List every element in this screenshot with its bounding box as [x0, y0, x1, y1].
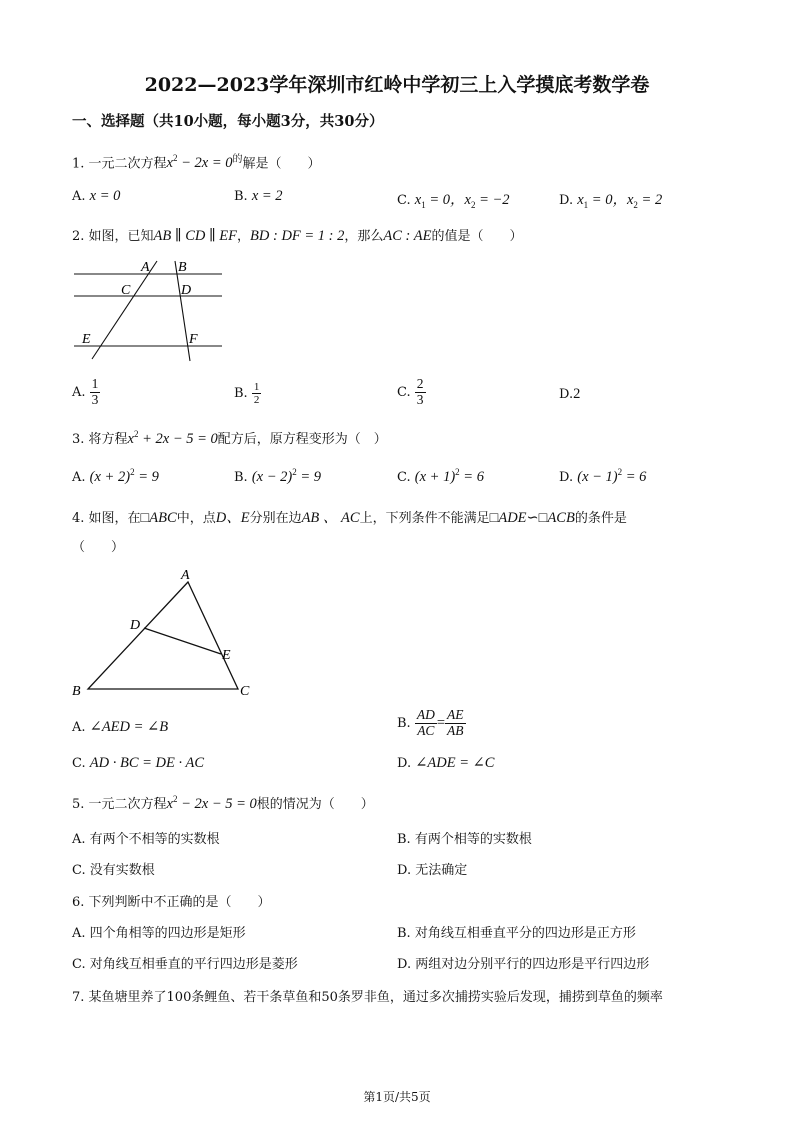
q4-segment-de [144, 628, 221, 654]
q3-d-rest: = 6 [622, 468, 647, 485]
q1-c-label: C. [397, 193, 411, 208]
q1-suffix: 解是（ ） [242, 156, 321, 172]
q3-c-label: C. [397, 469, 411, 485]
q1-option-c[interactable] [397, 188, 510, 210]
q2-c-den: 3 [416, 391, 424, 407]
q3-prefix: 3. 将方程 [72, 432, 128, 447]
q1-d-x2: x [626, 192, 634, 208]
q2-cond2: BD : DF = 1 : 2 [250, 228, 345, 244]
q1-equation [167, 155, 233, 171]
q3-option-c[interactable] [397, 467, 484, 486]
q3-eq-var: x [127, 431, 134, 447]
q4-label-d: D [130, 618, 141, 633]
q4-a-text: ∠AED = ∠B [89, 719, 169, 735]
q1-d-x1: x [577, 192, 584, 208]
q3-d-label: D. [559, 469, 574, 485]
q4-triangle-abc: □ABC [140, 510, 177, 526]
q1-option-a[interactable] [72, 188, 120, 205]
q4-option-c[interactable] [72, 755, 204, 772]
q1-option-d[interactable] [559, 188, 662, 210]
q5-eq-rest: − 2x − 5 = 0 [177, 796, 257, 812]
q2-mid: ，那么 [344, 229, 384, 244]
q2-a-frac [90, 377, 101, 408]
q1-c-x1: x [414, 192, 422, 208]
q1-c-text [415, 192, 510, 208]
q1-option-b[interactable] [234, 188, 283, 205]
q3-eq-rest: + 2x − 5 = 0 [138, 431, 218, 447]
q1-b-label: B. [234, 189, 248, 204]
q4-similar: □ADE∽□ACB [489, 510, 575, 526]
q4-part-b: 中，点 [176, 511, 216, 526]
question-7-stem: 7. 某鱼塘里养了100条鲤鱼、若干条草鱼和50条罗非鱼，通过多次捕捞实验后发现，捕捞到草鱼的频率 [72, 990, 663, 1005]
q3-a-text [90, 469, 159, 485]
q4-b-frac1 [415, 708, 437, 739]
q6-option-d[interactable]: D. 两组对边分别平行的四边形是平行四边形 [397, 957, 650, 972]
q2-b-den: 2 [253, 394, 260, 407]
q4-figure [66, 565, 266, 700]
q2-label-c: C [121, 283, 131, 298]
q1-d-v2: = 2 [637, 192, 663, 208]
q1-a-label: A. [72, 189, 86, 204]
q5-option-d[interactable]: D. 无法确定 [397, 863, 468, 878]
q4-label-b: B [72, 684, 81, 699]
q2-label-a: A [141, 260, 150, 275]
q3-equation [128, 431, 218, 447]
q2-target: AC : AE [383, 228, 432, 244]
q3-c-base: (x + 1) [414, 468, 456, 485]
q3-option-b[interactable] [234, 467, 321, 486]
q2-option-b[interactable] [234, 381, 261, 406]
q2-a-den: 3 [91, 391, 99, 407]
q2-b-num: 1 [253, 381, 260, 393]
q4-b-n1: AD [416, 707, 435, 722]
q4-paren: （ ） [72, 540, 125, 555]
q1-d-s2: 2 [633, 199, 638, 210]
q1-b-text: x = 2 [251, 188, 283, 204]
q6-option-b[interactable]: B. 对角线互相垂直平分的四边形是正方形 [397, 926, 636, 941]
q2-c-num: 2 [416, 376, 424, 391]
q4-c-text: AD · BC = DE · AC [89, 755, 205, 771]
q2-cond1: AB ∥ CD ∥ EF [153, 228, 238, 244]
q2-sep: ， [237, 229, 251, 244]
q1-eq-exp: 2 [172, 153, 178, 164]
q3-b-label: B. [234, 469, 248, 485]
q2-a-num: 1 [91, 376, 99, 391]
q4-label-a: A [181, 568, 190, 583]
q3-b-exp: 2 [292, 467, 297, 477]
q1-de: 的 [232, 154, 243, 165]
q5-suffix: 根的情况为（ ） [256, 797, 374, 812]
section-heading: 一、选择题（共10小题，每小题3分，共30分） [72, 113, 384, 130]
q1-d-v1: = 0， [588, 192, 627, 208]
q5-prefix: 5. 一元二次方程 [72, 797, 167, 812]
q1-prefix: 1. 一元二次方程 [72, 156, 167, 172]
q2-transversal-ae [92, 261, 157, 359]
q2-d-label: D. [559, 387, 574, 402]
q2-a-label: A. [72, 384, 86, 400]
q4-d-label: D. [397, 756, 412, 771]
question-3-stem [72, 428, 387, 448]
q3-option-d[interactable] [559, 467, 646, 486]
q2-c-frac [415, 377, 426, 408]
q1-c-x2: x [464, 192, 471, 208]
q3-a-rest: = 9 [134, 468, 159, 485]
q3-b-text [252, 469, 321, 485]
q5-eq-var: x [166, 796, 173, 812]
q2-label-b: B [178, 260, 187, 275]
q2-label-d: D [181, 283, 192, 298]
q4-a-label: A. [72, 720, 86, 735]
q4-c-label: C. [72, 756, 86, 771]
q2-b-label: B. [234, 386, 248, 402]
q1-d-s1: 1 [583, 199, 589, 210]
q2-label-f: F [189, 332, 198, 347]
q3-eq-exp: 2 [133, 429, 139, 440]
q3-d-text [577, 469, 646, 485]
q4-part-c: 分别在边 [249, 511, 302, 526]
q2-c-label: C. [397, 384, 411, 400]
q4-option-b[interactable] [397, 708, 466, 739]
question-4-stem [72, 506, 627, 527]
q2-prefix: 2. 如图，已知 [72, 229, 154, 244]
q4-part-d: 上，下列条件不能满足 [359, 511, 490, 526]
q1-c-v1: = 0， [425, 192, 465, 208]
q5-option-b[interactable]: B. 有两个相等的实数根 [397, 832, 532, 847]
q2-option-c[interactable] [397, 377, 426, 408]
q4-part-e: 的条件是 [574, 511, 627, 526]
q1-c-s1: 1 [421, 199, 426, 210]
q3-c-exp: 2 [455, 467, 460, 477]
q4-part-a: 4. 如图，在 [72, 511, 141, 526]
q4-b-label: B. [397, 715, 411, 731]
q3-a-exp: 2 [130, 467, 135, 477]
q1-c-s2: 2 [470, 199, 476, 210]
q3-d-exp: 2 [617, 467, 623, 477]
question-5-stem [72, 793, 374, 813]
q5-option-a[interactable]: A. 有两个不相等的实数根 [72, 832, 220, 847]
question-1-stem [72, 150, 321, 172]
q1-d-text [577, 192, 662, 208]
q4-option-d[interactable] [397, 755, 494, 772]
q3-d-base: (x − 1) [577, 468, 618, 485]
q3-c-rest: = 6 [459, 468, 484, 485]
q4-d-text: ∠ADE = ∠C [415, 755, 495, 771]
q4-label-e: E [222, 648, 231, 663]
q3-a-label: A. [72, 469, 86, 485]
q5-eq-exp: 2 [172, 794, 178, 805]
q2-label-e: E [82, 332, 91, 347]
q2-d-text: 2 [573, 386, 581, 402]
q4-option-a[interactable] [72, 719, 168, 736]
q5-option-c[interactable]: C. 没有实数根 [72, 863, 155, 878]
q1-eq-var: x [166, 155, 173, 172]
q3-b-rest: = 9 [296, 468, 322, 485]
question-2-stem [72, 225, 522, 245]
q2-suffix: 的值是（ ） [431, 229, 523, 244]
q2-option-a[interactable] [72, 377, 100, 408]
q1-d-label: D. [559, 193, 574, 208]
q4-b-n2: AE [447, 707, 464, 722]
q4-b-frac2 [445, 708, 466, 739]
q5-equation [167, 796, 257, 812]
q6-option-c[interactable]: C. 对角线互相垂直的平行四边形是菱形 [72, 957, 298, 972]
q2-option-d[interactable] [559, 386, 580, 403]
question-6-stem: 6. 下列判断中不正确的是（ ） [72, 895, 271, 910]
q3-option-a[interactable] [72, 467, 159, 486]
q4-sides: AB 、 AC [301, 510, 360, 526]
q2-figure [68, 255, 228, 367]
q1-c-v2: = −2 [475, 192, 510, 208]
q1-a-text: x = 0 [89, 188, 121, 204]
q4-label-c: C [240, 684, 250, 699]
page-title: 2022—2023学年深圳市红岭中学初三上入学摸底考数学卷 [144, 74, 650, 96]
q4-triangle-abc-shape [88, 582, 238, 689]
q4-b-eq: = [436, 714, 446, 731]
q6-option-a[interactable]: A. 四个角相等的四边形是矩形 [72, 926, 246, 941]
q4-b-d1: AC [417, 722, 435, 738]
q3-c-text [415, 469, 484, 485]
q1-eq-rest: − 2x = 0 [177, 155, 233, 172]
q3-a-base: (x + 2) [89, 468, 131, 485]
q3-b-base: (x − 2) [251, 468, 293, 485]
q4-b-d2: AB [447, 722, 464, 738]
q4-points: D、E [215, 510, 250, 526]
page-footer: 第1页/共5页 [363, 1090, 431, 1104]
q2-b-frac [252, 381, 262, 406]
q3-suffix: 配方后，原方程变形为（ ） [217, 432, 387, 447]
